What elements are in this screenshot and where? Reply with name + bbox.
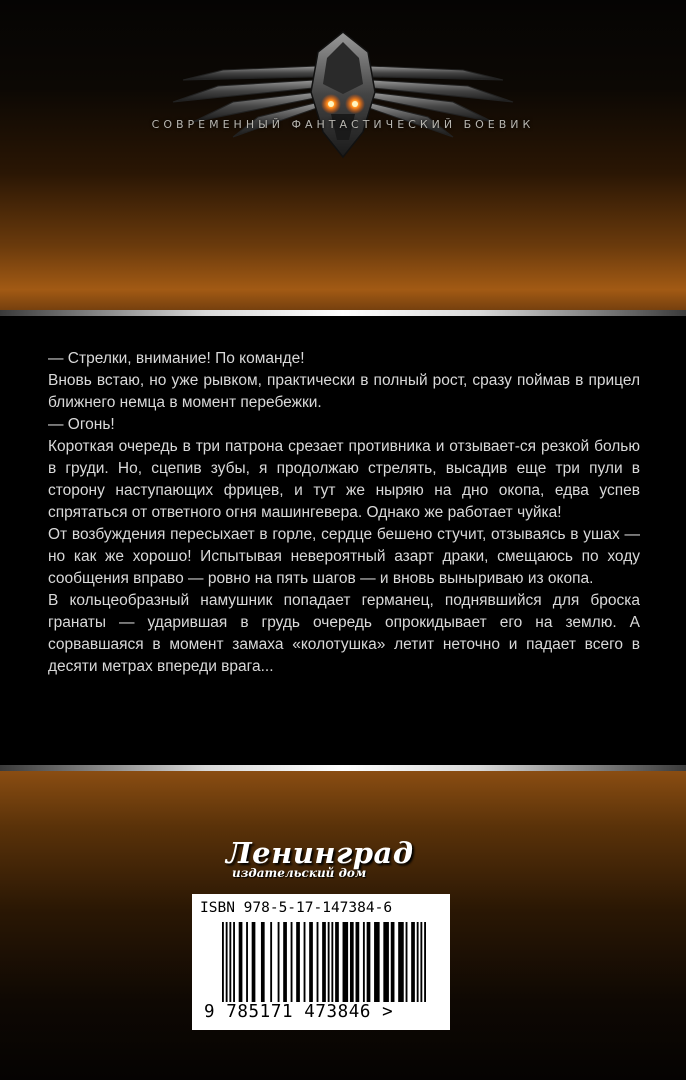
mechanical-skull-emblem-icon	[163, 22, 523, 162]
publisher-subtitle: издательский дом	[232, 866, 367, 880]
barcode-bar	[335, 922, 339, 1002]
barcode-bar	[374, 922, 380, 1002]
barcode-bar	[309, 922, 313, 1002]
barcode-bar	[424, 922, 426, 1002]
barcode-bar	[317, 922, 319, 1002]
annotation-paragraph: В кольцеобразный намушник попадает германец, поднявшийся для броска гранаты — ударившая в грудь очередь опрокидывает его на землю. А сорвавшаяся в момент замаха «колотушка» летит неточно и падает всего в десяти метрах впереди врага...	[48, 592, 640, 675]
barcode-bar	[291, 922, 293, 1002]
barcode-label	[192, 894, 450, 1030]
barcode-bar	[278, 922, 280, 1002]
annotation-paragraph: — Стрелки, внимание! По команде!	[48, 350, 305, 367]
barcode-bar	[246, 922, 248, 1002]
barcode-bar	[406, 922, 408, 1002]
publisher-name: Ленинград	[226, 836, 414, 870]
barcode-bar	[222, 922, 224, 1002]
barcode-bar	[304, 922, 306, 1002]
barcode-bar	[420, 922, 422, 1002]
publisher-logo	[226, 836, 466, 884]
barcode-bar	[328, 922, 330, 1002]
barcode-bar	[398, 922, 404, 1002]
annotation-paragraph: Короткая очередь в три патрона срезает противника и отзывает-ся резкой болью в груди. Но, сцепив зубы, я продолжаю стрелять, высадив еще три пули в сторону наступающих фрицев, и тут же ныряю на дно окопа, едва успев спрятаться от ответного огня машингевера. Однако же работает чуйка!	[48, 438, 640, 521]
annotation-paragraph: От возбуждения пересыхает в горле, сердце бешено стучит, отзываясь в ушах — но как же хорошо! Испытывая невероятный азарт драки, смещаюсь по ходу сообщения вправо — ровно на пять шагов — и вновь выныриваю из окопа.	[48, 526, 640, 587]
series-title: СОВРЕМЕННЫЙ ФАНТАСТИЧЕСКИЙ БОЕВИК	[151, 118, 535, 131]
barcode-bar	[239, 922, 243, 1002]
barcode-bar	[363, 922, 365, 1002]
barcode-bar	[411, 922, 415, 1002]
annotation-paragraph: — Огонь!	[48, 416, 115, 433]
barcode-bar	[252, 922, 256, 1002]
barcode-bar	[350, 922, 354, 1002]
barcode-bar	[229, 922, 231, 1002]
barcode-bar	[283, 922, 287, 1002]
annotation-paragraph: Вновь встаю, но уже рывком, практически в полный рост, сразу поймав в прицел ближнего немца в момент перебежки.	[48, 372, 640, 411]
barcode-bar	[356, 922, 360, 1002]
barcode-bar	[261, 922, 265, 1002]
barcode-bar	[331, 922, 333, 1002]
barcode-bar	[226, 922, 228, 1002]
isbn-text: ISBN 978-5-17-147384-6	[200, 900, 393, 916]
barcode-bars	[222, 922, 426, 1002]
barcode-bar	[391, 922, 395, 1002]
barcode-bar	[322, 922, 326, 1002]
barcode-bar	[367, 922, 371, 1002]
book-annotation	[48, 348, 640, 678]
barcode-bar	[296, 922, 300, 1002]
barcode-bar	[233, 922, 235, 1002]
barcode-bar	[417, 922, 419, 1002]
barcode-bar	[343, 922, 349, 1002]
barcode-bar	[270, 922, 272, 1002]
barcode-digits: 9 785171 473846 >	[204, 1002, 394, 1022]
barcode-bar	[383, 922, 389, 1002]
